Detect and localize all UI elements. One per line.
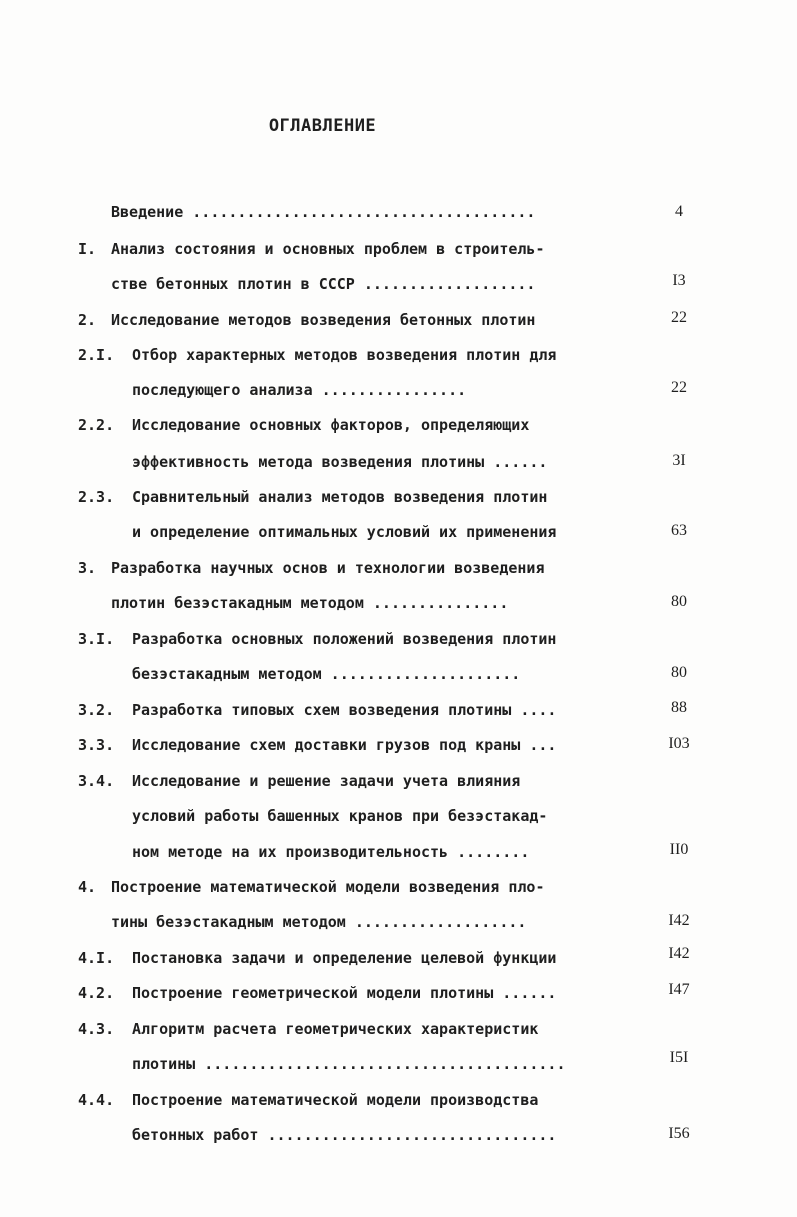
toc-entry-3-2-page: 88: [671, 699, 687, 716]
toc-entry-4-4-line-1: Построение математической модели производства: [132, 1091, 539, 1109]
toc-entry-4-4-number: 4.4.: [78, 1091, 115, 1109]
toc-entry-3-1-line-1: Разработка основных положений возведения плотин: [132, 630, 557, 648]
toc-entry-3-3-number: 3.3.: [78, 736, 115, 754]
toc-entry-3-number: 3.: [78, 559, 97, 577]
toc-entry-4-3-page: I5I: [669, 1049, 689, 1066]
toc-entry-4-page: I42: [668, 912, 690, 929]
toc-entry-4-4-line-2: бетонных работ ................................: [132, 1126, 557, 1144]
toc-entry-4-2-page: I47: [668, 981, 690, 998]
toc-entry-3-4-line-2: условий работы башенных кранов при безэстакад-: [132, 807, 548, 825]
toc-entry-2-3-number: 2.3.: [78, 488, 115, 506]
toc-entry-2-2-line-2: эффективность метода возведения плотины ......: [132, 453, 548, 471]
toc-entry-2-2-number: 2.2.: [78, 416, 115, 434]
toc-entry-1-page: I3: [672, 272, 686, 289]
toc-entry-3-4-page: II0: [669, 841, 689, 858]
toc-entry-4-line-2: тины безэстакадным методом ...................: [111, 913, 527, 931]
toc-entry-4-line-1: Построение математической модели возведения пло-: [111, 878, 545, 896]
toc-entry-2-1-page: 22: [671, 379, 687, 396]
toc-entry-2-1-line-1: Отбор характерных методов возведения плотин для: [132, 346, 557, 364]
toc-entry-2-number: 2.: [78, 311, 97, 329]
toc-entry-4-1-number: 4.I.: [78, 949, 115, 967]
toc-entry-3-1-line-2: безэстакадным методом .....................: [132, 665, 521, 683]
toc-entry-4-3-line-1: Алгоритм расчета геометрических характеристик: [132, 1020, 539, 1038]
toc-entry-4-1-line-1: Постановка задачи и определение целевой функции: [132, 949, 557, 967]
toc-entry-3-4-line-3: ном методе на их производительность ........: [132, 843, 530, 861]
toc-entry-4-3-line-2: плотины ........................................: [132, 1055, 566, 1073]
toc-entry-4-number: 4.: [78, 878, 97, 896]
toc-entry-3-3-page: I03: [668, 735, 690, 752]
toc-entry-3-line-1: Разработка научных основ и технологии возведения: [111, 559, 545, 577]
toc-entry-3-3-line-1: Исследование схем доставки грузов под краны ...: [132, 736, 557, 754]
toc-entry-intro-line-1: Введение ......................................: [111, 203, 536, 221]
toc-entry-4-2-line-1: Построение геометрической модели плотины ......: [132, 984, 557, 1002]
toc-entry-3-4-number: 3.4.: [78, 772, 115, 790]
toc-entry-4-4-page: I56: [668, 1125, 690, 1142]
toc-entry-3-4-line-1: Исследование и решение задачи учета влияния: [132, 772, 521, 790]
toc-entry-1-number: I.: [78, 240, 97, 258]
toc-entry-2-1-number: 2.I.: [78, 346, 115, 364]
toc-entry-intro-page: 4: [675, 203, 683, 220]
toc-entry-2-2-page: 3I: [672, 452, 686, 469]
toc-entry-2-3-page: 63: [671, 522, 687, 539]
toc-entry-2-line-1: Исследование методов возведения бетонных плотин: [111, 311, 536, 329]
toc-entry-4-2-number: 4.2.: [78, 984, 115, 1002]
toc-entry-3-2-line-1: Разработка типовых схем возведения плотины ....: [132, 701, 557, 719]
toc-entry-2-page: 22: [671, 309, 687, 326]
toc-entry-3-page: 80: [671, 593, 687, 610]
page-title: ОГЛАВЛЕНИЕ: [268, 116, 377, 136]
toc-entry-2-3-line-2: и определение оптимальных условий их применения: [132, 523, 557, 541]
toc-entry-2-2-line-1: Исследование основных факторов, определяющих: [132, 416, 530, 434]
toc-entry-3-1-number: 3.I.: [78, 630, 115, 648]
toc-entry-4-3-number: 4.3.: [78, 1020, 115, 1038]
toc-entry-3-1-page: 80: [671, 664, 687, 681]
toc-entry-3-2-number: 3.2.: [78, 701, 115, 719]
toc-entry-4-1-page: I42: [668, 945, 690, 962]
toc-entry-1-line-1: Анализ состояния и основных проблем в строитель-: [111, 240, 545, 258]
toc-entry-3-line-2: плотин безэстакадным методом ...............: [111, 594, 509, 612]
toc-entry-2-1-line-2: последующего анализа ................: [132, 381, 467, 399]
toc-entry-2-3-line-1: Сравнительный анализ методов возведения плотин: [132, 488, 548, 506]
toc-entry-1-line-2: стве бетонных плотин в СССР ...................: [111, 275, 536, 293]
